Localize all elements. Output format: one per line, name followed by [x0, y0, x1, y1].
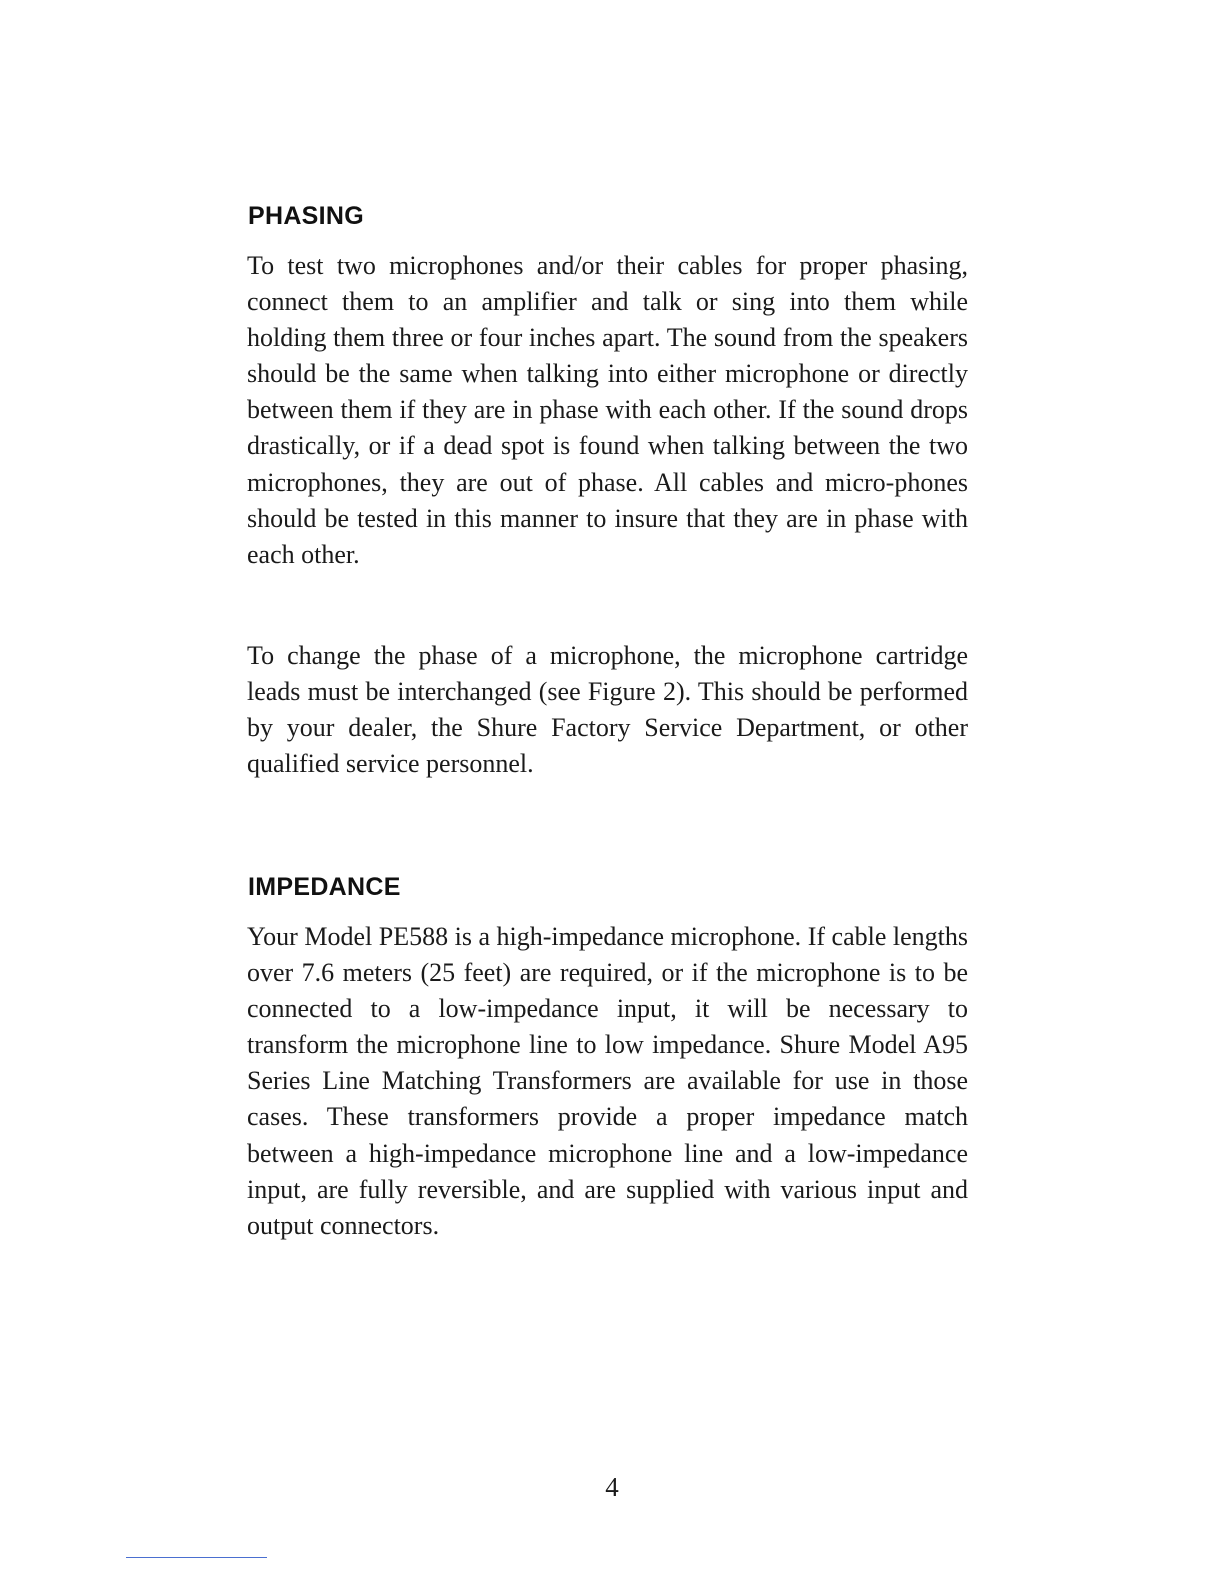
phasing-paragraph-2: To change the phase of a microphone, the microphone cartridge leads must be interchanged (see Figure 2). This should be performed by your dealer, the Shure Factory Service Department, or other qualified service personnel.: [247, 641, 968, 779]
phasing-paragraph-1: To test two microphones and/or their cables for proper phasing, connect them to an amplifier and talk or sing into them while holding them three or four inches apart. The sound from the speakers should be the same when talking into either microphone or directly between them if they are in phase with each other. If the sound drops drastically, or if a dead spot is found when talking between the two microphones, they are out of phase. All cables and micro-phones should be tested in this manner to insure that they are in phase with each other.: [247, 251, 968, 569]
footer-divider: [126, 1557, 267, 1558]
phasing-heading: PHASING: [248, 202, 365, 230]
impedance-paragraph-1: Your Model PE588 is a high-impedance microphone. If cable lengths over 7.6 meters (25 feet) are required, or if the microphone is to be connected to a low-impedance input, it will be necessary to transform the microphone line to low impedance. Shure Model A95 Series Line Matching Transformers are available for use in those cases. These transformers provide a proper impedance match between a high-impedance microphone line and a low-impedance input, are fully reversible, and are supplied with various input and output connectors.: [247, 922, 968, 1240]
impedance-heading: IMPEDANCE: [248, 873, 401, 901]
page-number: 4: [605, 1472, 619, 1502]
